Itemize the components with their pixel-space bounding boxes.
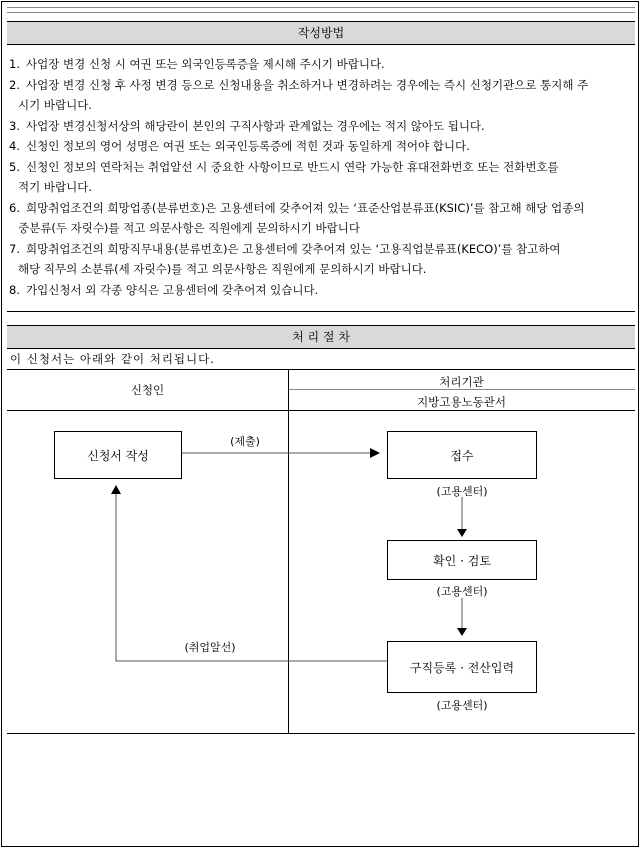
agency-column-header: 처리기관 xyxy=(439,375,484,389)
method-item-7: 7. 희망취업조건의 희망직무내용(분류번호)은 고용센터에 갖추어져 있는 ‘고용직업분류표(KECO)’를 참고하여 해당 직무의 소분류(세 자릿수)를 적고 의문사항은 직원에게 문의하시기 바랍니다. xyxy=(9,241,561,276)
agency-column-subheader: 지방고용노동관서 xyxy=(417,395,506,409)
register-box: 구직등록 · 전산입력 xyxy=(387,641,537,693)
receive-caption: (고용센터) xyxy=(436,485,488,498)
register-caption: (고용센터) xyxy=(436,699,488,712)
review-box: 확인 · 검토 xyxy=(387,540,537,580)
method-item-8: 8. 가입신청서 외 각종 양식은 고용센터에 갖추어져 있습니다. xyxy=(9,282,319,297)
method-item-1: 1. 사업장 변경 신청 시 여권 또는 외국인등록증을 제시해 주시기 바랍니다. xyxy=(9,57,385,71)
process-section-title: 처 리 절 차 xyxy=(7,325,635,349)
review-caption: (고용센터) xyxy=(436,585,488,598)
applicant-column-header: 신청인 xyxy=(130,383,165,397)
submit-label: (제출) xyxy=(230,435,260,448)
method-item-5: 5. 신청인 정보의 연락처는 취업알선 시 중요한 사항이므로 반드시 연락 가능한 휴대전화번호 또는 전화번호를 적기 바랍니다. xyxy=(9,159,559,194)
method-item-2: 2. 사업장 변경 신청 후 사정 변경 등으로 신청내용을 취소하거나 변경하려는 경우에는 즉시 신청기관으로 통지해 주 시기 바랍니다. xyxy=(9,77,589,112)
method-item-3: 3. 사업장 변경신청서상의 해당란이 본인의 구직사항과 관계없는 경우에는 적지 않아도 됩니다. xyxy=(9,118,485,133)
write-application-box: 신청서 작성 xyxy=(54,431,182,479)
method-item-4: 4. 신청인 정보의 영어 성명은 여권 또는 외국인등록증에 적힌 것과 동일하게 적어야 합니다. xyxy=(9,139,470,153)
method-item-6: 6. 희망취업조건의 희망업종(분류번호)은 고용센터에 갖추어져 있는 ‘표준산업분류표(KSIC)’를 참고해 해당 업종의 중분류(두 자릿수)를 적고 의문사항은 직원에게 문의하시기 바랍니다 xyxy=(9,200,585,235)
placement-label: (취업알선) xyxy=(184,641,236,654)
method-section-title: 작성방법 xyxy=(7,21,635,45)
process-intro: 이 신청서는 아래와 같이 처리됩니다. xyxy=(10,352,215,366)
receive-box: 접수 xyxy=(387,431,537,479)
